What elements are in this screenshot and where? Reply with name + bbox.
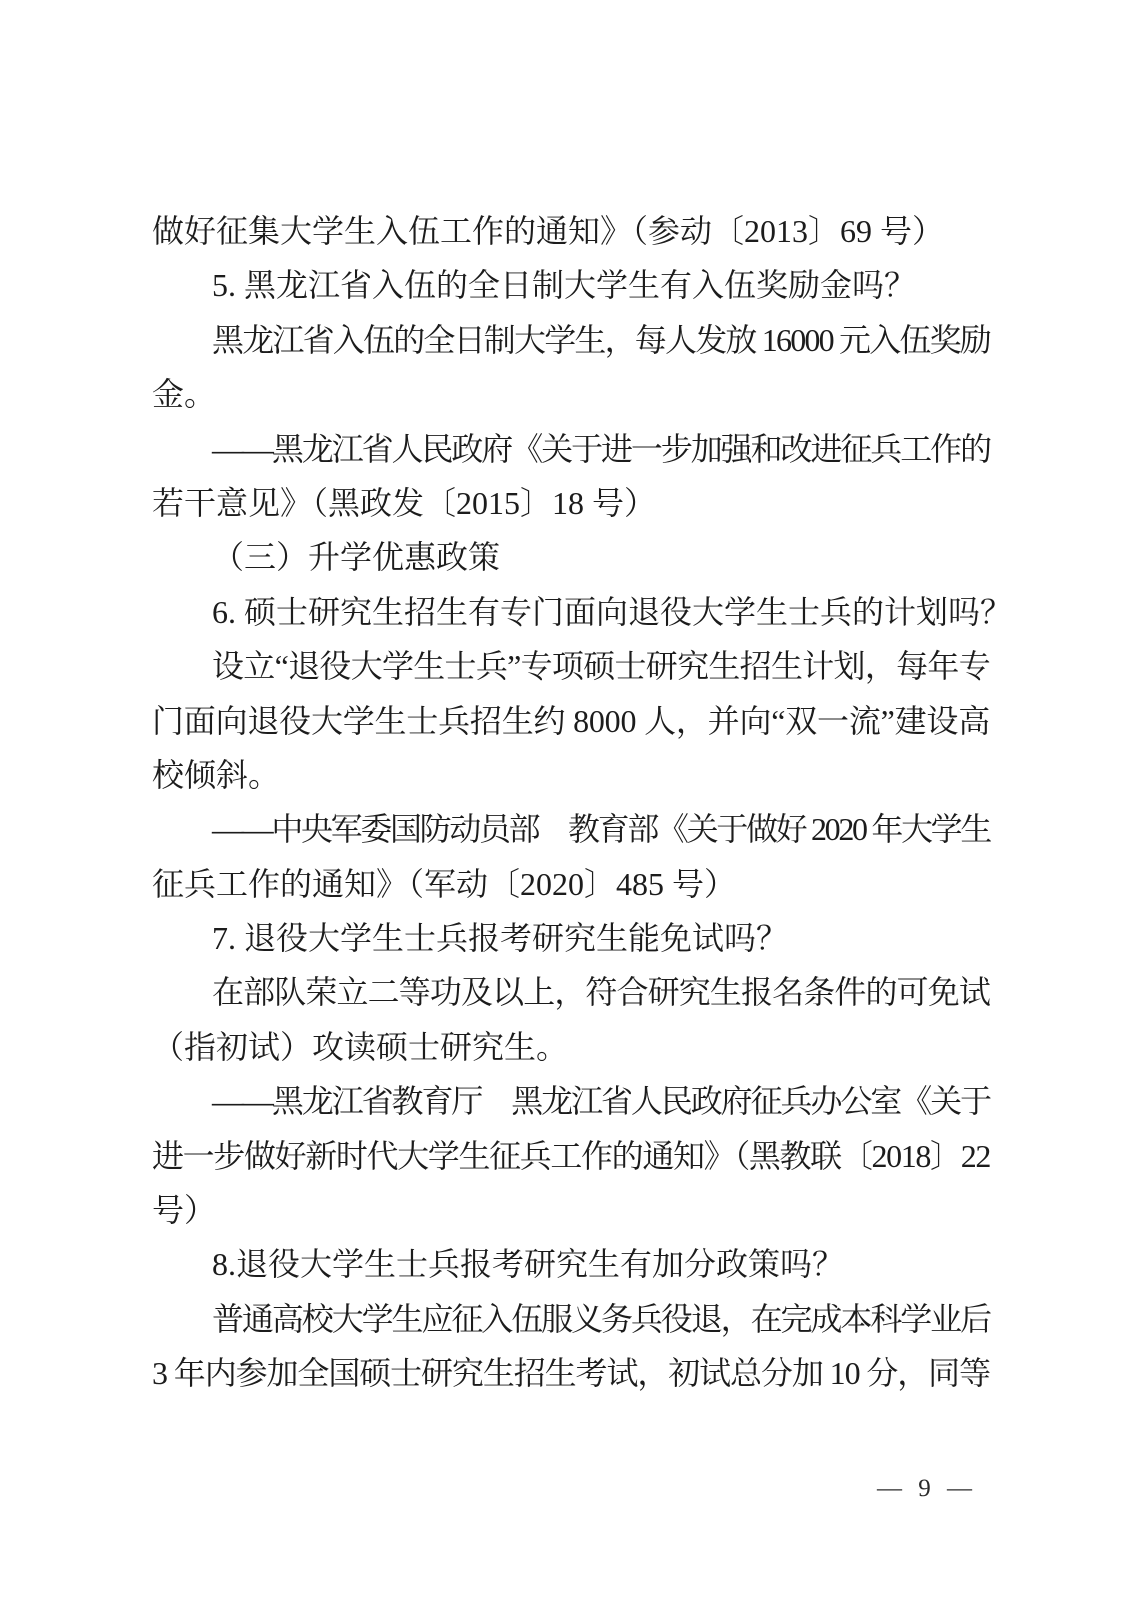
text-line [152, 585, 1013, 639]
text-line [152, 694, 990, 748]
text-line [152, 1183, 990, 1237]
text-line-content: 若干意见》（黑政发〔2015〕18 号） [152, 484, 657, 521]
text-line-content: 金。 [152, 376, 217, 413]
text-line [152, 748, 990, 802]
text-line-content: 7. 退役大学生士兵报考研究生能免试吗？ [212, 920, 789, 957]
text-line-content: 在部队荣立二等功及以上，符合研究生报名条件的可免试 [212, 974, 990, 1011]
text-line-content: 号） [152, 1192, 217, 1229]
text-line [152, 1292, 990, 1346]
text-line-content: 普通高校大学生应征入伍服义务兵役退，在完成本科学业后 [212, 1300, 990, 1337]
text-line [152, 530, 990, 584]
text-line-content: 3 年内参加全国硕士研究生招生考试，初试总分加 10 分，同等 [152, 1355, 990, 1392]
text-line [152, 204, 990, 258]
text-line [152, 1129, 990, 1183]
text-line [152, 1074, 990, 1128]
text-line [152, 313, 990, 367]
document-body [152, 204, 1013, 1401]
text-line-content: ——黑龙江省人民政府《关于进一步加强和改进征兵工作的 [212, 430, 990, 467]
text-line [152, 965, 990, 1019]
text-line-content: 黑龙江省入伍的全日制大学生，每人发放 16000 元入伍奖励 [212, 321, 990, 358]
text-line [152, 1237, 990, 1291]
text-line [152, 367, 990, 421]
text-line-content: 征兵工作的通知》（军动〔2020〕485 号） [152, 865, 737, 902]
text-line [152, 911, 990, 965]
text-line-content: 设立“退役大学生士兵”专项硕士研究生招生计划，每年专 [212, 648, 990, 685]
text-line-content: 5. 黑龙江省入伍的全日制大学生有入伍奖励金吗？ [212, 267, 917, 304]
text-line-content: （三）升学优惠政策 [212, 539, 501, 576]
text-line [152, 258, 990, 312]
text-line-content: 8.退役大学生士兵报考研究生有加分政策吗？ [212, 1246, 845, 1283]
page-number: — 9 — [877, 1475, 972, 1502]
text-line-content: 校倾斜。 [152, 756, 281, 793]
text-line [152, 422, 990, 476]
text-line-content: 进一步做好新时代大学生征兵工作的通知》（黑教联〔2018〕22 [152, 1137, 990, 1174]
text-line-content: ——中央军委国防动员部 教育部《关于做好 2020 年大学生 [212, 811, 990, 848]
text-line [152, 639, 990, 693]
text-line [152, 476, 990, 530]
text-line-content: 门面向退役大学生士兵招生约 8000 人，并向“双一流”建设高 [152, 702, 990, 739]
text-line [152, 802, 990, 856]
text-line-content: ——黑龙江省教育厅 黑龙江省人民政府征兵办公室《关于 [212, 1083, 990, 1120]
text-line-content: （指初试）攻读硕士研究生。 [152, 1028, 569, 1065]
text-line-content: 6. 硕士研究生招生有专门面向退役大学生士兵的计划吗？ [212, 593, 1013, 630]
text-line [152, 857, 990, 911]
text-line-content: 做好征集大学生入伍工作的通知》（参动〔2013〕69 号） [152, 213, 945, 249]
text-line [152, 1020, 990, 1074]
text-line [152, 1346, 990, 1400]
